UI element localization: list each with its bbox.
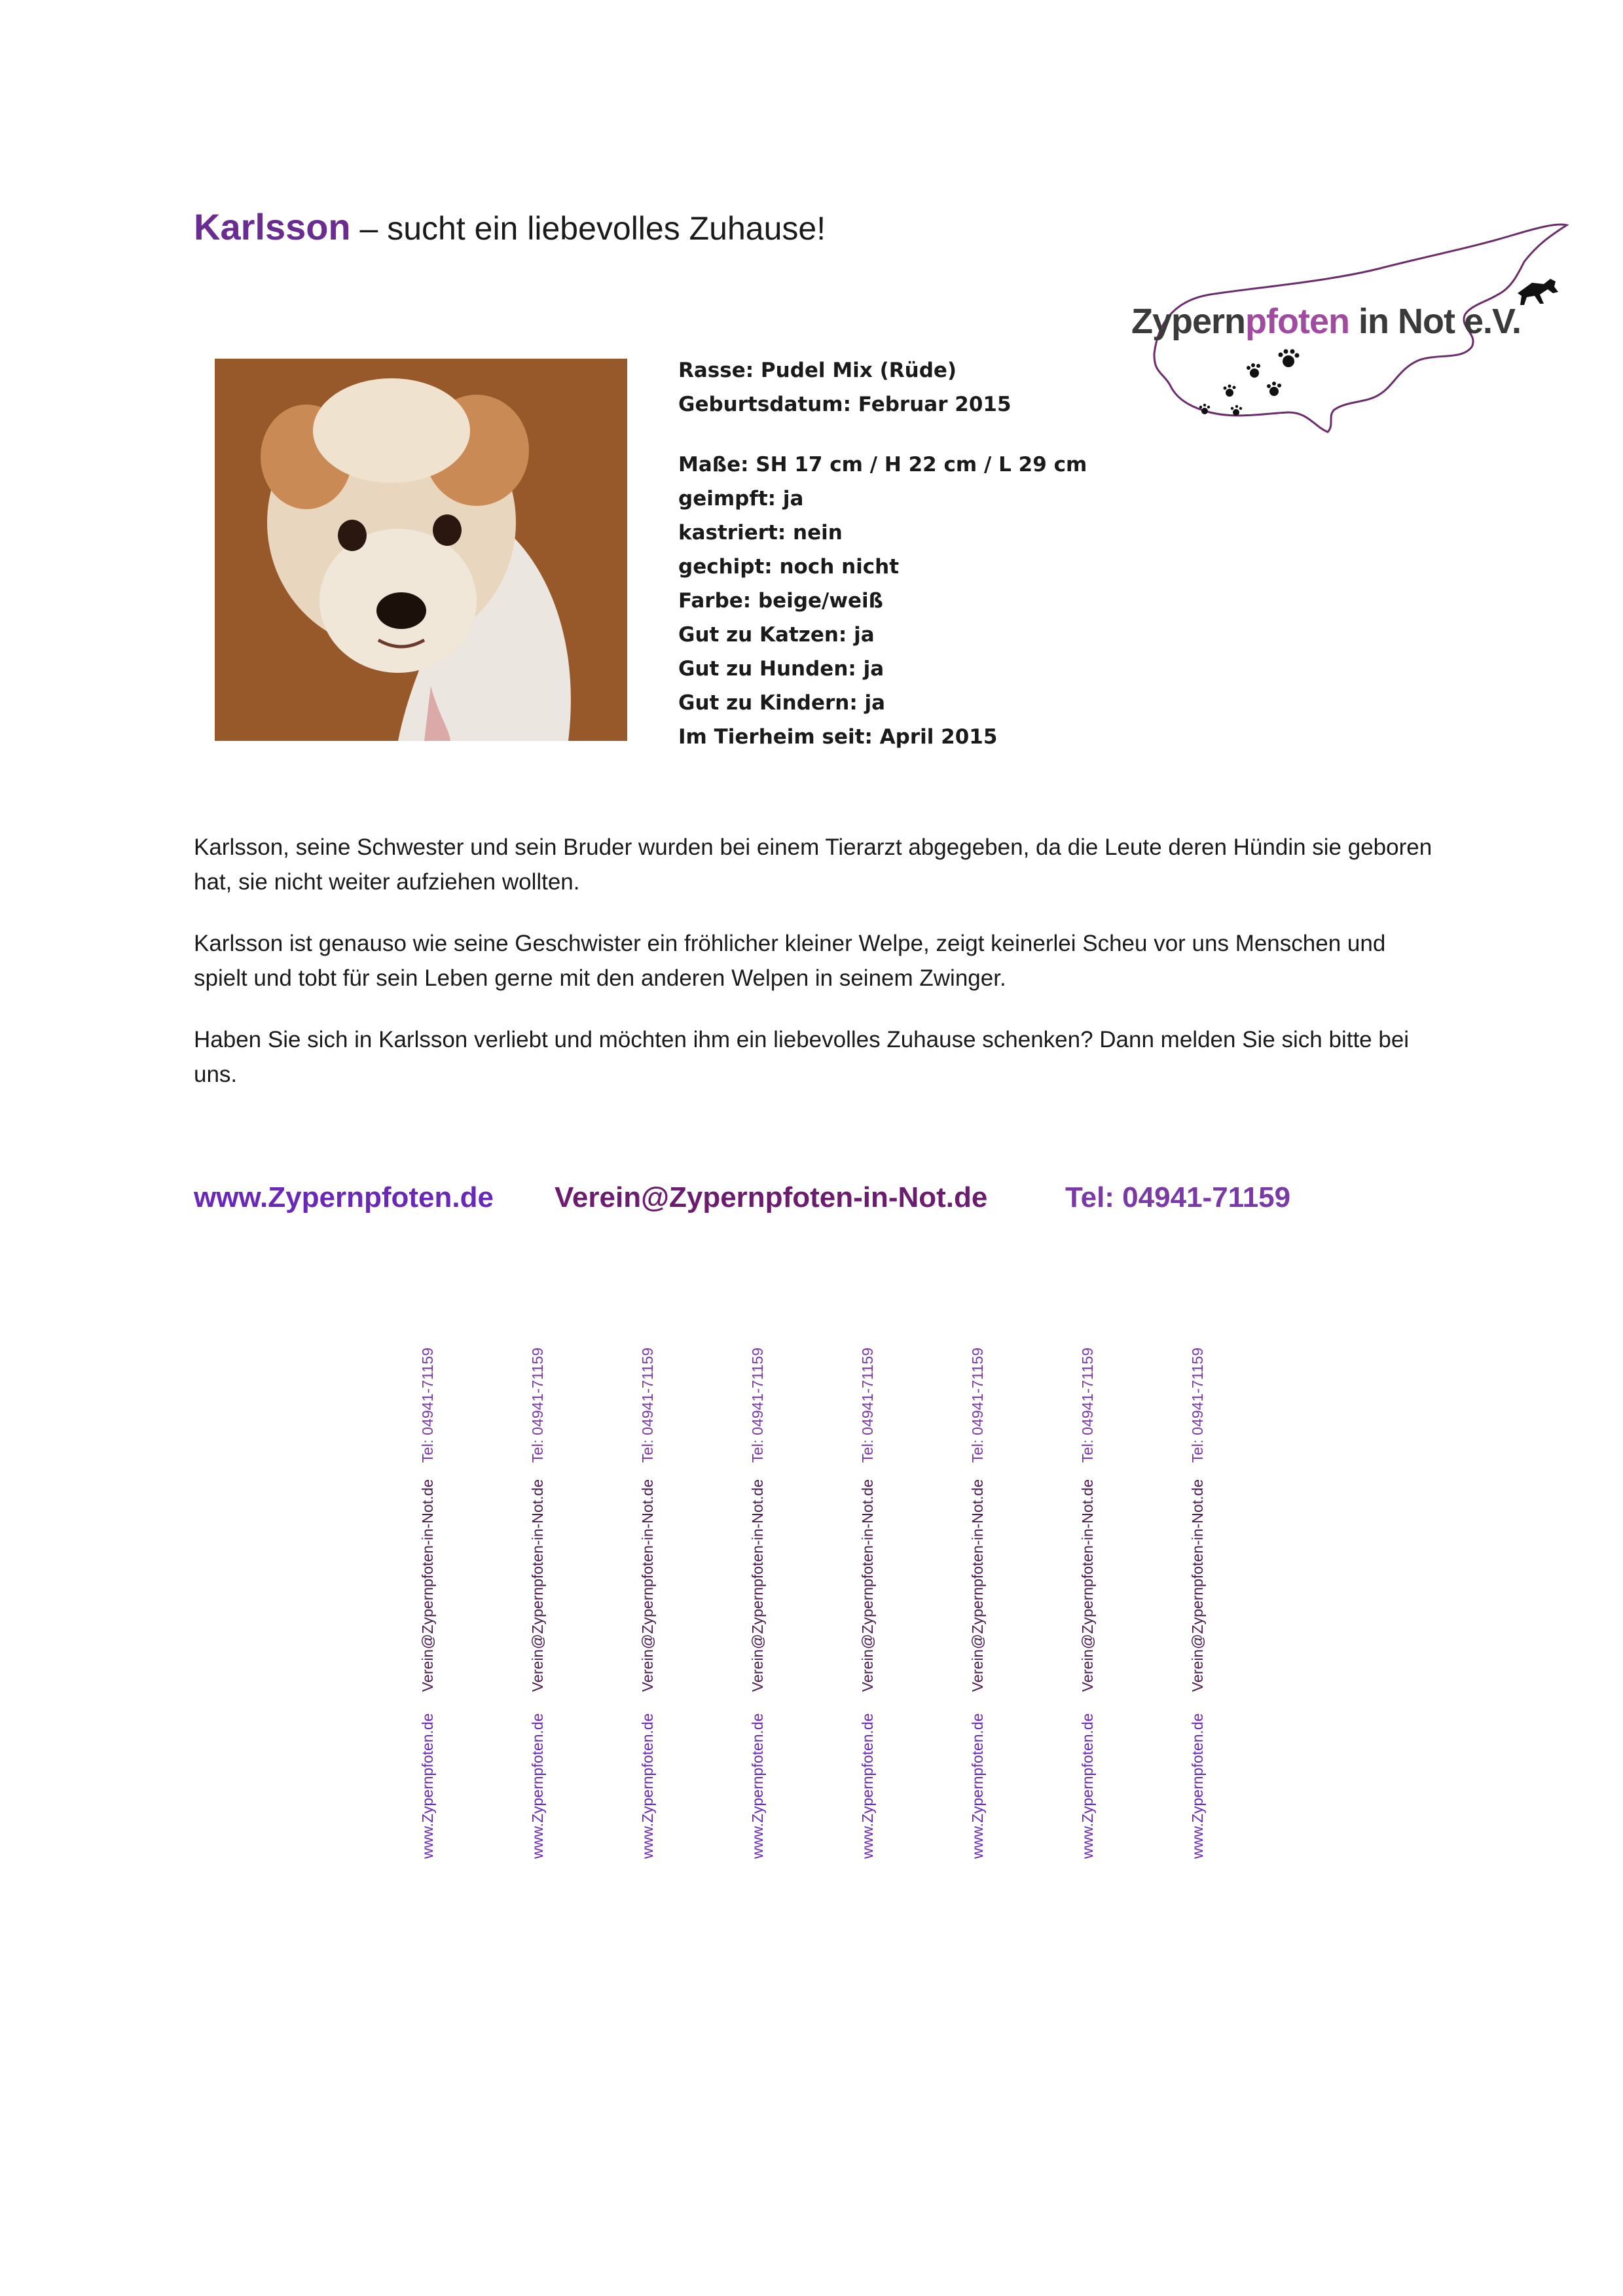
email-link[interactable]: Verein@Zypernpfoten-in-Not.de (555, 1181, 988, 1213)
tear-off-phone: Tel: 04941-71159 (969, 1347, 986, 1463)
fact-birthdate: Geburtsdatum: Februar 2015 (678, 393, 1012, 416)
tear-off-strip[interactable] (859, 1335, 898, 1859)
fact-measurements: Maße: SH 17 cm / H 22 cm / L 29 cm (678, 453, 1087, 476)
tear-off-website: www.Zypernpfoten.de (859, 1713, 876, 1859)
page-title (194, 204, 826, 251)
tear-off-strip[interactable] (969, 1335, 1008, 1859)
tear-off-email: Verein@Zypernpfoten-in-Not.de (749, 1479, 766, 1692)
tear-off-strip[interactable] (749, 1335, 788, 1859)
tear-off-strips (393, 1335, 1244, 1885)
tear-off-phone: Tel: 04941-71159 (529, 1347, 546, 1463)
dog-photo (215, 359, 627, 741)
tear-off-strip[interactable] (419, 1335, 458, 1859)
fact-breed: Rasse: Pudel Mix (Rüde) (678, 359, 957, 382)
tear-off-email: Verein@Zypernpfoten-in-Not.de (529, 1479, 546, 1692)
fact-color: Farbe: beige/weiß (678, 589, 883, 613)
cyprus-map-outline (1131, 216, 1577, 478)
fact-vaccinated: geimpft: ja (678, 487, 804, 511)
tear-off-email: Verein@Zypernpfoten-in-Not.de (1079, 1479, 1096, 1692)
tear-off-strip[interactable] (529, 1335, 568, 1859)
paw-prints-icon (1199, 350, 1300, 416)
tear-off-phone: Tel: 04941-71159 (419, 1347, 436, 1463)
fact-neutered: kastriert: nein (678, 521, 843, 545)
description-paragraph: Karlsson, seine Schwester und sein Bruder wurden bei einem Tierarzt abgegeben, da die Leute deren Hündin sie geboren hat, sie nicht weiter aufziehen wollten. (194, 834, 1432, 895)
tear-off-website: www.Zypernpfoten.de (419, 1713, 436, 1859)
tear-off-email: Verein@Zypernpfoten-in-Not.de (969, 1479, 986, 1692)
description-paragraph: Karlsson ist genauso wie seine Geschwister ein fröhlicher kleiner Welpe, zeigt keinerlei Scheu vor uns Menschen und spielt und tobt für sein Leben gerne mit den anderen Welpen in seinem Zwinger. (194, 931, 1386, 991)
tear-off-website: www.Zypernpfoten.de (969, 1713, 986, 1859)
dog-name: Karlsson (194, 206, 351, 247)
tear-off-email: Verein@Zypernpfoten-in-Not.de (639, 1479, 656, 1692)
tear-off-website: www.Zypernpfoten.de (749, 1713, 766, 1859)
fact-good-with-children: Gut zu Kindern: ja (678, 691, 886, 715)
tear-off-website: www.Zypernpfoten.de (1079, 1713, 1096, 1859)
tear-off-strip[interactable] (639, 1335, 678, 1859)
dog-silhouette-icon (1518, 279, 1558, 305)
tear-off-phone: Tel: 04941-71159 (749, 1347, 766, 1463)
tear-off-website: www.Zypernpfoten.de (639, 1713, 656, 1859)
fact-good-with-cats: Gut zu Katzen: ja (678, 623, 875, 647)
fact-shelter-since: Im Tierheim seit: April 2015 (678, 725, 998, 749)
organization-logo (1131, 216, 1577, 478)
tear-off-email: Verein@Zypernpfoten-in-Not.de (1189, 1479, 1206, 1692)
dog-facts-list (678, 353, 1176, 754)
tear-off-strip[interactable] (1189, 1335, 1228, 1859)
tear-off-email: Verein@Zypernpfoten-in-Not.de (859, 1479, 876, 1692)
call-to-action-paragraph: Haben Sie sich in Karlsson verliebt und möchten ihm ein liebevolles Zuhause schenken? Dann melden Sie sich bitte bei uns. (194, 1027, 1410, 1087)
fact-good-with-dogs: Gut zu Hunden: ja (678, 657, 884, 681)
tear-off-phone: Tel: 04941-71159 (1189, 1347, 1206, 1463)
fact-chipped: gechipt: noch nicht (678, 555, 900, 579)
tear-off-phone: Tel: 04941-71159 (859, 1347, 876, 1463)
website-link[interactable]: www.Zypernpfoten.de (194, 1181, 494, 1213)
phone-number: Tel: 04941-71159 (1065, 1181, 1291, 1213)
tear-off-strip[interactable] (1079, 1335, 1118, 1859)
tear-off-email: Verein@Zypernpfoten-in-Not.de (419, 1479, 436, 1692)
title-tagline: – sucht ein liebevolles Zuhause! (350, 210, 826, 247)
tear-off-website: www.Zypernpfoten.de (529, 1713, 546, 1859)
logo-wordmark: Zypernpfoten in Not e.V. (1131, 302, 1522, 341)
tear-off-phone: Tel: 04941-71159 (639, 1347, 656, 1463)
tear-off-website: www.Zypernpfoten.de (1189, 1713, 1206, 1859)
tear-off-phone: Tel: 04941-71159 (1079, 1347, 1096, 1463)
